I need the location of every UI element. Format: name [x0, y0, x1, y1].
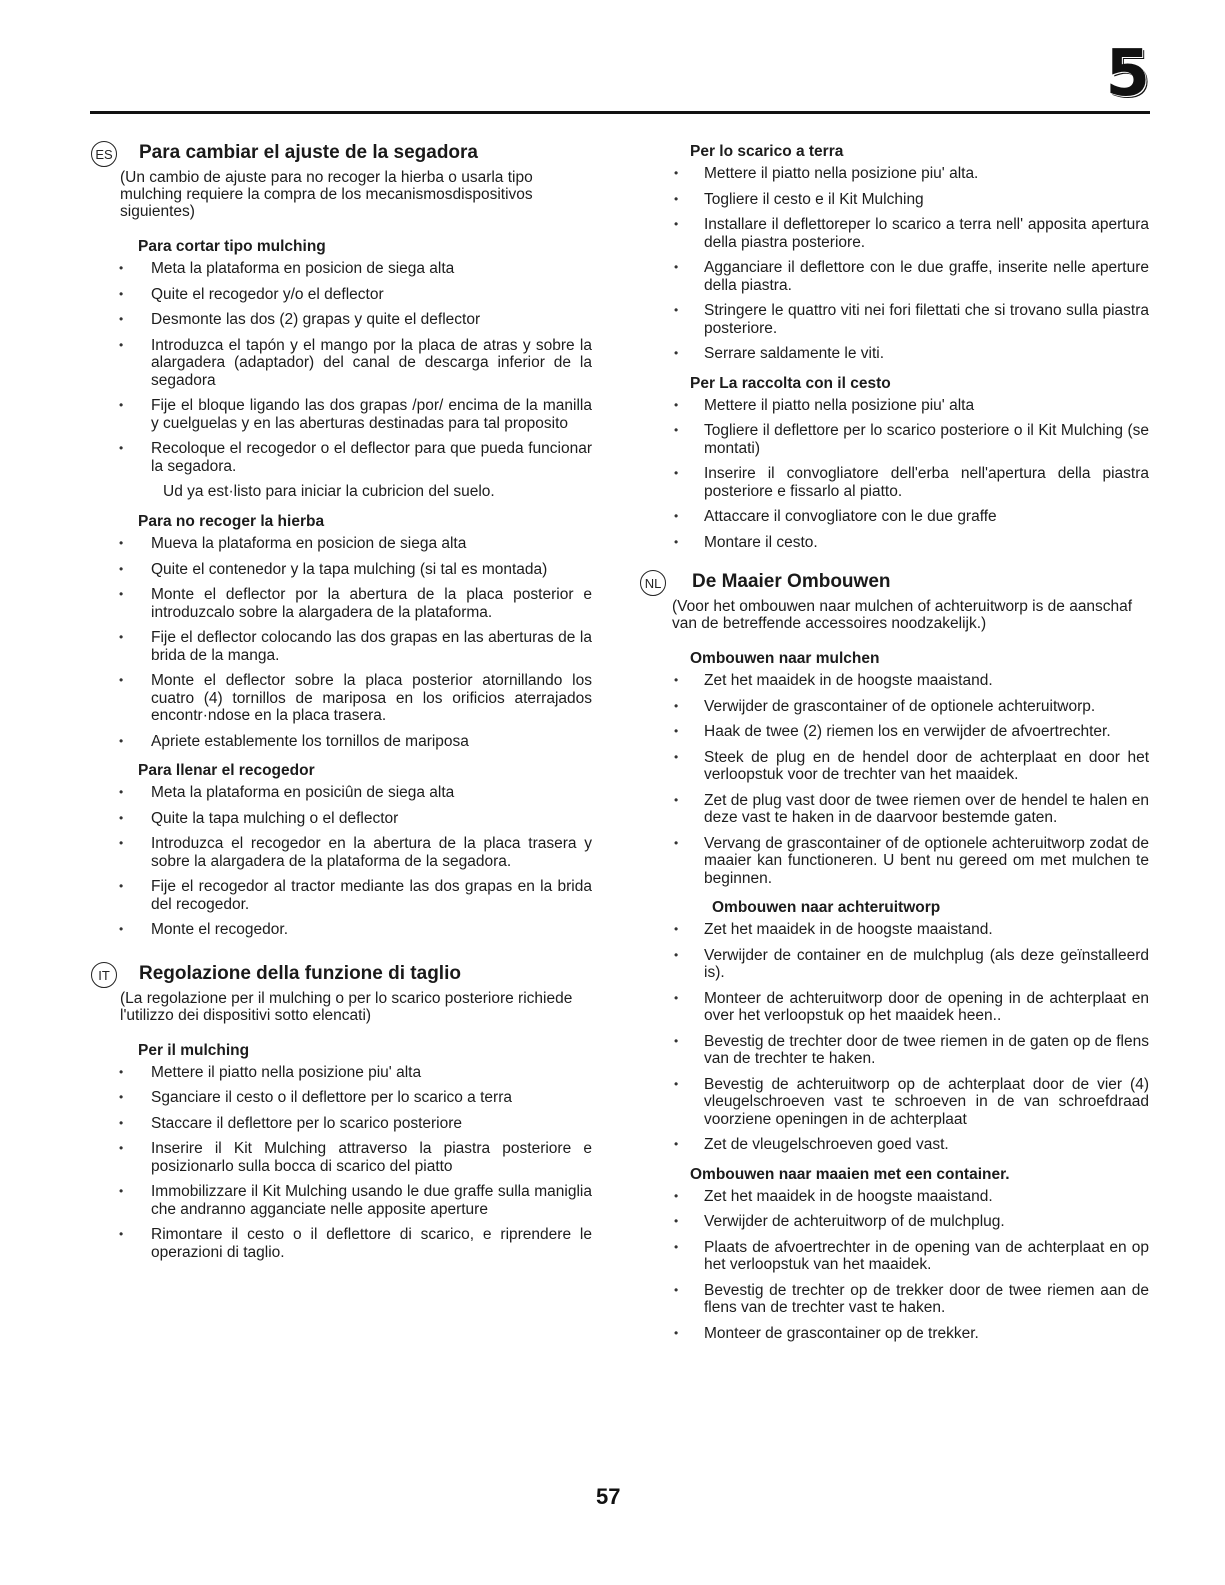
page-number: 57 — [596, 1484, 621, 1509]
list-item: • Plaats de afvoertrechter in de opening van de achterplaat en op het verloopstuk van het maaidek. — [648, 1239, 1153, 1274]
subsection-title: Para cortar tipo mulching — [138, 238, 326, 255]
subsection-title: Para no recoger la hierba — [138, 513, 325, 530]
section-it — [88, 961, 596, 1262]
list-item: • Bevestig de achteruitworp op de achterplaat door de vier (4) vleugelschroeven vast te schroeven in de van schroefdraad voorziene openingen in de achterplaat — [648, 1076, 1153, 1129]
section-nl — [644, 569, 1153, 1342]
list-item: • Fije el recogedor al tractor mediante las dos grapas en la brida del recogedor. — [88, 878, 596, 913]
language-badge-it: IT — [91, 962, 117, 988]
list-item: • Serrare saldamente le viti. — [648, 345, 1153, 363]
header-rule — [90, 111, 1150, 114]
subsection-title: Para llenar el recogedor — [138, 762, 315, 779]
bullet-list — [648, 921, 1153, 1154]
list-item: • Attaccare il convogliatore con le due graffe — [648, 508, 1153, 526]
list-item: • Montare il cesto. — [648, 534, 1153, 552]
list-item: • Haak de twee (2) riemen los en verwijder de afvoertrechter. — [648, 723, 1153, 741]
list-item: • Installare il deflettoreper lo scarico a terra nell' apposita apertura della piastra posteriore. — [648, 216, 1153, 251]
section-intro-nl: (Voor het ombouwen naar mulchen of achteruitworp is de aanschaf van de betreffende accessoires noodzakelijk.) — [672, 598, 1133, 632]
subsection-es-mulching — [88, 238, 596, 501]
section-title-nl: De Maaier Ombouwen — [692, 571, 891, 592]
list-item: • Sganciare il cesto o il deflettore per lo scarico a terra — [88, 1089, 596, 1107]
left-column — [88, 140, 596, 1283]
subsection-nl-mulchen — [648, 650, 1153, 887]
list-item: • Inserire il convogliatore dell'erba nell'apertura della piastra posteriore e fissarlo al piatto. — [648, 465, 1153, 500]
list-item: • Monteer de grascontainer op de trekker. — [648, 1325, 1153, 1343]
list-item: • Meta la plataforma en posicion de siega alta — [88, 260, 596, 278]
list-item: • Staccare il deflettore per lo scarico posteriore — [88, 1115, 596, 1133]
bullet-list — [648, 1188, 1153, 1343]
list-item: • Desmonte las dos (2) grapas y quite el deflector — [88, 311, 596, 329]
list-item: • Quite la tapa mulching o el deflector — [88, 810, 596, 828]
list-item: • Mettere il piatto nella posizione piu' alta — [88, 1064, 596, 1082]
section-intro-es: (Un cambio de ajuste para no recoger la hierba o usarla tipo mulching requiere la compra de los mecanismosdispositivos siguientes) — [120, 169, 533, 220]
list-item: • Fije el bloque ligando las dos grapas /por/ encima de la manilla y cuelguelas y en las aberturas destinadas para tal proposito — [88, 397, 596, 432]
list-item: • Verwijder de achteruitworp of de mulchplug. — [648, 1213, 1153, 1231]
list-item: • Mettere il piatto nella posizione piu' alta — [648, 397, 1153, 415]
language-badge-es: ES — [91, 141, 117, 167]
list-item: • Monteer de achteruitworp door de opening in de achterplaat en over het verloopstuk op het maaidek heen.. — [648, 990, 1153, 1025]
list-item: • Mueva la plataforma en posicion de siega alta — [88, 535, 596, 553]
bullet-list — [88, 1064, 596, 1262]
bullet-list — [648, 672, 1153, 887]
list-item: • Monte el deflector por la abertura de la placa posterior e introduzcalo sobre la alargadera de la plataforma. — [88, 586, 596, 621]
list-item: • Stringere le quattro viti nei fori filettati che si trovano sulla piastra posteriore. — [648, 302, 1153, 337]
list-item: • Quite el recogedor y/o el deflector — [88, 286, 596, 304]
list-item: • Mettere il piatto nella posizione piu' alta. — [648, 165, 1153, 183]
list-item: • Bevestig de trechter door de twee riemen in de gaten op de flens van de trechter te haken. — [648, 1033, 1153, 1068]
bullet-list — [88, 260, 596, 475]
list-item: • Meta la plataforma en posiciûn de siega alta — [88, 784, 596, 802]
subsection-title: Per La raccolta con il cesto — [690, 374, 891, 392]
list-item: • Zet het maaidek in de hoogste maaistand. — [648, 1188, 1153, 1206]
note-text: Ud ya est·listo para iniciar la cubricion del suelo. — [163, 483, 495, 500]
subsection-title: Ombouwen naar mulchen — [690, 650, 880, 667]
subsection-it-scarico — [648, 143, 1153, 363]
subsection-nl-container — [648, 1166, 1153, 1343]
section-es — [88, 140, 596, 939]
list-item: • Recoloque el recogedor o el deflector para que pueda funcionar la segadora. — [88, 440, 596, 475]
list-item: • Immobilizzare il Kit Mulching usando le due graffe sulla maniglia che andranno agganciate nelle apposite aperture — [88, 1183, 596, 1218]
list-item: • Rimontare il cesto o il deflettore di scarico, e riprendere le operazioni di taglio. — [88, 1226, 596, 1261]
list-item: • Apriete establemente los tornillos de mariposa — [88, 733, 596, 751]
section-it-continued — [648, 143, 1153, 551]
bullet-list — [648, 165, 1153, 363]
list-item: • Togliere il deflettore per lo scarico posteriore o il Kit Mulching (se montati) — [648, 422, 1153, 457]
right-column — [644, 143, 1153, 1364]
section-title-it: Regolazione della funzione di taglio — [139, 962, 461, 984]
list-item: • Steek de plug en de hendel door de achterplaat en door het verloopstuk voor de trechter van het maaidek. — [648, 749, 1153, 784]
list-item: • Zet het maaidek in de hoogste maaistand. — [648, 921, 1153, 939]
list-item: • Monte el deflector sobre la placa posterior atornillando los cuatro (4) tornillos de mariposa en los orificios aterrajados encontr·ndose en la placa trasera. — [88, 672, 596, 725]
list-item: • Verwijder de container en de mulchplug (als deze geïnstalleerd is). — [648, 947, 1153, 982]
list-item: • Introduzca el tapón y el mango por la placa de atras y sobre la alargadera (adaptador) del canal de descarga inferior de la segadora — [88, 337, 596, 390]
list-item: • Zet de vleugelschroeven goed vast. — [648, 1136, 1153, 1154]
subsection-nl-achteruitworp — [648, 899, 1153, 1154]
list-item: • Inserire il Kit Mulching attraverso la piastra posteriore e posizionarlo sulla bocca di scarico del piatto — [88, 1140, 596, 1175]
subsection-it-mulching — [88, 1042, 596, 1262]
list-item: • Quite el contenedor y la tapa mulching (si tal es montada) — [88, 561, 596, 579]
subsection-title: Ombouwen naar maaien met een container. — [690, 1165, 1010, 1183]
list-item: • Agganciare il deflettore con le due graffe, inserite nelle aperture della piastra. — [648, 259, 1153, 294]
list-item: • Vervang de grascontainer of de optionele achteruitworp zodat de maaier kan functioneren. U bent nu gereed om met mulchen te beginnen. — [648, 835, 1153, 888]
subsection-es-llenar — [88, 762, 596, 939]
chapter-number: 5 — [1105, 37, 1150, 111]
section-title-es: Para cambiar el ajuste de la segadora — [139, 142, 479, 163]
bullet-list — [88, 784, 596, 939]
list-item: • Togliere il cesto e il Kit Mulching — [648, 191, 1153, 209]
list-item: • Zet het maaidek in de hoogste maaistand. — [648, 672, 1153, 690]
bullet-list — [648, 397, 1153, 552]
list-item: • Verwijder de grascontainer of de optionele achteruitworp. — [648, 698, 1153, 716]
subsection-title: Per lo scarico a terra — [690, 143, 844, 160]
language-badge-nl: NL — [640, 570, 666, 596]
subsection-it-raccolta — [648, 375, 1153, 552]
list-item: • Bevestig de trechter op de trekker door de twee riemen aan de flens van de trechter vast te haken. — [648, 1282, 1153, 1317]
subsection-title: Per il mulching — [138, 1041, 250, 1059]
list-item: • Zet de plug vast door de twee riemen over de hendel te halen en deze vast te haken in de daarvoor bestemde gaten. — [648, 792, 1153, 827]
subsection-title: Ombouwen naar achteruitworp — [712, 899, 941, 916]
section-intro-it: (La regolazione per il mulching o per lo scarico posteriore richiede l'utilizzo dei dispositivi sotto elencati) — [120, 989, 573, 1024]
subsection-es-no-recoger — [88, 513, 596, 750]
list-item: • Fije el deflector colocando las dos grapas en las aberturas de la brida de la manga. — [88, 629, 596, 664]
list-item: • Introduzca el recogedor en la abertura de la placa trasera y sobre la alargadera de la plataforma de la segadora. — [88, 835, 596, 870]
bullet-list — [88, 535, 596, 750]
list-item: • Monte el recogedor. — [88, 921, 596, 939]
